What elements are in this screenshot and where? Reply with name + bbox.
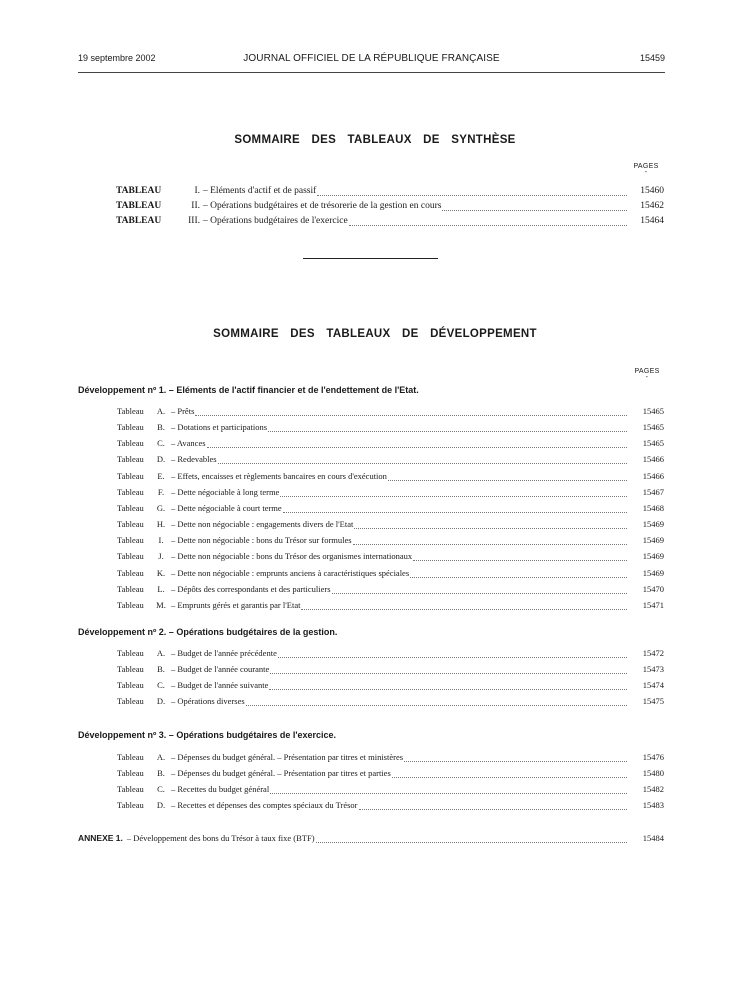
entry-prefix: Tableau	[117, 600, 144, 610]
entry-prefix: Tableau	[117, 454, 144, 464]
developpement-entry[interactable]	[117, 696, 664, 709]
entry-title: – Avances	[171, 438, 206, 448]
entry-letter: J.	[158, 551, 164, 561]
pages-label-tick: -	[644, 169, 648, 176]
entry-page-number: 15467	[642, 487, 664, 497]
entry-title: – Budget de l'année courante	[171, 664, 270, 674]
entry-page-number: 15480	[642, 768, 664, 778]
entry-prefix: Tableau	[117, 438, 144, 448]
developpement-entry[interactable]	[117, 680, 664, 693]
pages-label-tick: -	[645, 374, 649, 381]
entry-page-number: 15465	[642, 422, 664, 432]
entry-letter: E.	[157, 471, 165, 481]
entry-title: – Eléments d'actif et de passif	[203, 186, 317, 196]
entry-prefix: Tableau	[117, 519, 144, 529]
entry-title: – Opérations budgétaires de l'exercice	[203, 216, 348, 226]
dot-leader	[278, 657, 627, 658]
entry-letter: F.	[157, 487, 165, 497]
dot-leader	[413, 560, 627, 561]
entry-title: – Dette non négociable : bons du Trésor sur formules	[171, 535, 352, 545]
developpement-entry[interactable]	[117, 519, 664, 532]
entry-letter: D.	[156, 454, 166, 464]
developpement-heading: Développement nº 1. – Eléments de l'actif financier et de l'endettement de l'Etat.	[78, 385, 419, 395]
dot-leader	[442, 210, 627, 211]
entry-page-number: 15468	[642, 503, 664, 513]
developpement-heading: Développement nº 2. – Opérations budgétaires de la gestion.	[78, 627, 338, 637]
entry-title: – Budget de l'année précédente	[171, 648, 277, 658]
entry-prefix: Tableau	[117, 471, 144, 481]
entry-letter: III.	[188, 216, 200, 226]
dot-leader	[270, 673, 627, 674]
entry-page-number: 15473	[642, 664, 664, 674]
developpement-entry[interactable]	[117, 438, 664, 451]
entry-letter: C.	[157, 438, 165, 448]
entry-prefix: Tableau	[117, 503, 144, 513]
entry-page-number: 15469	[642, 535, 664, 545]
entry-page-number: 15462	[640, 201, 664, 211]
dot-leader	[269, 689, 627, 690]
page-number: 15459	[639, 53, 665, 63]
entry-title: – Dette non négociable : bons du Trésor des organismes internationaux	[171, 551, 413, 561]
entry-letter: B.	[157, 768, 165, 778]
developpement-entry[interactable]	[117, 406, 664, 419]
entry-letter: L.	[157, 584, 165, 594]
entry-prefix: Tableau	[117, 535, 144, 545]
dot-leader	[207, 447, 627, 448]
entry-letter: G.	[156, 503, 166, 513]
entry-title: – Dette négociable à long terme	[171, 487, 280, 497]
synthese-pages-label	[626, 163, 666, 176]
dot-leader	[359, 809, 628, 810]
synthese-title: SOMMAIRE DES TABLEAUX DE SYNTHÈSE	[234, 134, 516, 146]
developpement-entry[interactable]	[117, 454, 664, 467]
developpement-entry[interactable]	[117, 535, 664, 548]
dot-leader	[316, 842, 627, 843]
developpement-pages-label	[627, 368, 667, 381]
journal-title: JOURNAL OFFICIEL DE LA RÉPUBLIQUE FRANÇAISE	[243, 52, 500, 64]
dot-leader	[317, 195, 627, 196]
entry-letter: A.	[156, 406, 166, 416]
dot-leader	[353, 544, 627, 545]
entry-title: – Emprunts gérés et garantis par l'Etat	[171, 600, 301, 610]
entry-prefix: Tableau	[117, 406, 144, 416]
entry-prefix: Tableau	[117, 752, 144, 762]
annex-prefix: ANNEXE 1.	[78, 833, 123, 843]
entry-page-number: 15465	[642, 406, 664, 416]
dot-leader	[218, 463, 627, 464]
entry-title: – Recettes du budget général	[171, 784, 270, 794]
entry-title: – Dette négociable à court terme	[171, 503, 282, 513]
entry-title: – Dotations et participations	[171, 422, 268, 432]
entry-title: – Dépenses du budget général. – Présentation par titres et ministères	[171, 752, 404, 762]
entry-letter: H.	[156, 519, 166, 529]
pages-label-text: PAGES	[634, 368, 660, 375]
developpement-title: SOMMAIRE DES TABLEAUX DE DÉVELOPPEMENT	[213, 328, 537, 340]
running-header	[78, 51, 665, 65]
developpement-entry[interactable]	[117, 487, 664, 500]
entry-title: – Opérations diverses	[171, 696, 245, 706]
entry-page-number: 15466	[642, 471, 664, 481]
dot-leader	[283, 512, 627, 513]
entry-page-number: 15474	[642, 680, 664, 690]
dot-leader	[332, 593, 627, 594]
dot-leader	[404, 761, 627, 762]
entry-prefix: Tableau	[117, 784, 144, 794]
entry-prefix: TABLEAU	[116, 186, 162, 196]
entry-page-number: 15464	[640, 216, 664, 226]
annex-title: – Développement des bons du Trésor à taux fixe (BTF)	[126, 833, 315, 843]
entry-page-number: 15460	[640, 186, 664, 196]
entry-letter: A.	[156, 752, 166, 762]
entry-page-number: 15465	[642, 438, 664, 448]
entry-title: – Prêts	[171, 406, 195, 416]
entry-page-number: 15469	[642, 568, 664, 578]
entry-prefix: Tableau	[117, 664, 144, 674]
developpement-entry[interactable]	[117, 600, 664, 613]
developpement-entry[interactable]	[117, 503, 664, 516]
pages-label-text: PAGES	[633, 163, 659, 170]
entry-prefix: Tableau	[117, 768, 144, 778]
developpement-entry[interactable]	[117, 471, 664, 484]
entry-prefix: TABLEAU	[116, 201, 162, 211]
dot-leader	[268, 431, 627, 432]
entry-page-number: 15466	[642, 454, 664, 464]
developpement-entry[interactable]	[117, 752, 664, 765]
dot-leader	[354, 528, 627, 529]
entry-title: – Recettes et dépenses des comptes spéciaux du Trésor	[171, 800, 358, 810]
entry-letter: II.	[191, 201, 200, 211]
developpement-entry[interactable]	[117, 422, 664, 435]
synthese-entry[interactable]	[116, 216, 664, 229]
entry-letter: C.	[157, 784, 165, 794]
entry-page-number: 15475	[642, 696, 664, 706]
entry-prefix: Tableau	[117, 568, 144, 578]
developpement-entry[interactable]	[117, 648, 664, 661]
entry-letter: I.	[194, 186, 200, 196]
entry-letter: I.	[158, 535, 164, 545]
dot-leader	[301, 609, 627, 610]
dot-leader	[410, 577, 627, 578]
entry-page-number: 15469	[642, 551, 664, 561]
entry-letter: K.	[156, 568, 166, 578]
entry-page-number: 15470	[642, 584, 664, 594]
entry-page-number: 15476	[642, 752, 664, 762]
entry-page-number: 15469	[642, 519, 664, 529]
entry-page-number: 15483	[642, 800, 664, 810]
entry-letter: D.	[156, 696, 166, 706]
header-rule	[78, 72, 665, 73]
developpement-entry[interactable]	[117, 768, 664, 781]
entry-letter: A.	[156, 648, 166, 658]
entry-letter: M.	[156, 600, 166, 610]
entry-title: – Redevables	[171, 454, 217, 464]
entry-page-number: 15482	[642, 784, 664, 794]
entry-letter: B.	[157, 422, 165, 432]
entry-prefix: Tableau	[117, 648, 144, 658]
section-divider	[303, 258, 438, 259]
entry-letter: B.	[157, 664, 165, 674]
dot-leader	[195, 415, 627, 416]
entry-title: – Budget de l'année suivante	[171, 680, 269, 690]
entry-prefix: TABLEAU	[116, 216, 162, 226]
dot-leader	[280, 496, 627, 497]
entry-prefix: Tableau	[117, 800, 144, 810]
entry-prefix: Tableau	[117, 487, 144, 497]
issue-date: 19 septembre 2002	[78, 53, 156, 63]
entry-page-number: 15471	[642, 600, 664, 610]
entry-prefix: Tableau	[117, 422, 144, 432]
entry-title: – Opérations budgétaires et de trésorerie de la gestion en cours	[203, 201, 442, 211]
synthese-entry[interactable]	[116, 201, 664, 214]
dot-leader	[349, 225, 627, 226]
developpement-entry[interactable]	[117, 800, 664, 813]
entry-page-number: 15472	[642, 648, 664, 658]
developpement-entry[interactable]	[117, 568, 664, 581]
developpement-entry[interactable]	[117, 584, 664, 597]
entry-prefix: Tableau	[117, 696, 144, 706]
annex-page-number: 15484	[642, 833, 664, 843]
entry-title: – Dette non négociable : engagements divers de l'Etat	[171, 519, 354, 529]
entry-letter: C.	[157, 680, 165, 690]
developpement-entry[interactable]	[117, 551, 664, 564]
dot-leader	[246, 705, 627, 706]
entry-title: – Dépôts des correspondants et des particuliers	[171, 584, 331, 594]
synthese-entry[interactable]	[116, 186, 664, 199]
dot-leader	[392, 777, 627, 778]
dot-leader	[388, 480, 627, 481]
entry-prefix: Tableau	[117, 680, 144, 690]
entry-letter: D.	[156, 800, 166, 810]
entry-title: – Dépenses du budget général. – Présentation par titres et parties	[171, 768, 391, 778]
developpement-entry[interactable]	[117, 664, 664, 677]
entry-prefix: Tableau	[117, 551, 144, 561]
entry-prefix: Tableau	[117, 584, 144, 594]
developpement-entry[interactable]	[117, 784, 664, 797]
annex-entry[interactable]	[78, 833, 664, 846]
dot-leader	[270, 793, 627, 794]
developpement-heading: Développement nº 3. – Opérations budgétaires de l'exercice.	[78, 730, 337, 740]
entry-title: – Dette non négociable : emprunts anciens à caractéristiques spéciales	[171, 568, 410, 578]
entry-title: – Effets, encaisses et règlements bancaires en cours d'exécution	[171, 471, 387, 481]
